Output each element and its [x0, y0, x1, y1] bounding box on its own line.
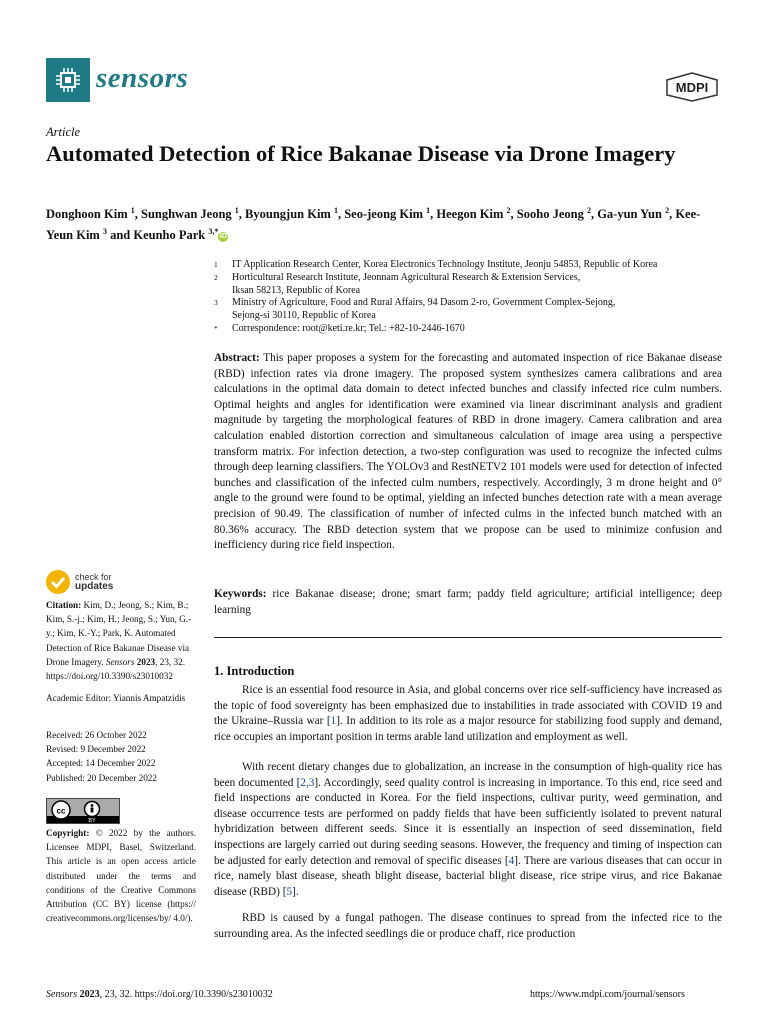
footer-citation: Sensors 2023, 23, 32. https://doi.org/10.3390/s23010032	[46, 989, 273, 1000]
author-name: Kee-Yeun Kim $^3$	[46, 207, 701, 243]
author-name: Sooho Jeong $^2$	[516, 206, 591, 222]
academic-editor: Academic Editor: Yiannis Ampatzidis	[46, 693, 186, 703]
citation-link[interactable]: 5	[286, 885, 293, 898]
abstract-label: Abstract:	[214, 352, 260, 364]
keywords-label: Keywords:	[214, 588, 267, 600]
cc-by-label: BY	[88, 818, 96, 823]
section-heading: 1. Introduction	[214, 664, 295, 678]
affiliation-3: 3 Ministry of Agriculture, Food and Rural Affairs, 94 Dasom 2-ro, Government Complex-Sejong, Sejong-si 30110, Republic of Korea	[214, 297, 616, 321]
author-name: Keunho Park $^{3,*}$	[133, 227, 219, 243]
correspondence: * Correspondence: root@keti.re.kr; Tel.: +82-10-2446-1670	[214, 323, 465, 334]
abstract	[214, 351, 722, 554]
article-title: Automated Detection of Rice Bakanae Disease via Drone Imagery	[46, 141, 676, 166]
cc-by-license-badge[interactable]	[46, 798, 120, 824]
author-name: Heegon Kim $^2$	[436, 206, 511, 222]
svg-text:cc: cc	[56, 806, 66, 816]
citation-link[interactable]: 4	[508, 854, 515, 867]
chip-icon	[53, 65, 83, 95]
intro-paragraph-2: With recent dietary changes due to globalization, an increase in the consumption of high-quality rice has been documented [2,3]. Accordingly, seed quality control is increasing in importance. To this end, rice seed and field inspections are conducted in Korea. For the field inspections, cultivar purity, weed germination, and disease occurrence tests are performed on paddy fields that have been sufficiently isolated to prevent natural hybridization between different seeds. Since it is essentially an inspection of seed dissemination, field inspections are largely carried out during seeding seasons. However, the frequency and timing of inspection can be adjusted for early detection and removal of specific diseases [4]. There are various diseases that can occur in rice, namely blast disease, sheath blight disease, bacterial blight disease, rice stripe virus, and rice Bakanae disease (RBD) [5].	[214, 761, 723, 898]
author-name: Sunghwan Jeong $^1$	[141, 206, 239, 222]
revised-date: Revised: 9 December 2022	[46, 744, 146, 755]
orcid-icon[interactable]: iD	[219, 233, 227, 241]
citation-link[interactable]: 2,3	[300, 776, 315, 789]
publication-dates	[46, 728, 157, 785]
check-for-updates-button[interactable]: check for updates	[46, 570, 113, 594]
affiliation-1: 1 IT Application Research Center, Korea Electronics Technology Institute, Jeonju 54853, Republic of Korea	[214, 259, 658, 270]
citation-doi[interactable]: https://doi.org/10.3390/s23010032	[46, 671, 173, 682]
journal-logo	[46, 58, 90, 102]
copyright-notice: Copyright: © 2022 by the authors. Licensee MDPI, Basel, Switzerland. This article is an open access article distributed under the terms and conditions of the Creative Commons Attribution (CC BY) license (https:// creativecommons.org/licenses/by/ 4.0/).	[46, 828, 196, 924]
abstract-text: This paper proposes a system for the forecasting and automated inspection of rice Bakanae disease (RBD) infection rates via drone imagery. The proposed system synthesizes camera calibrations and area calculations in the optimal data domain to detect infected bunches and classify infected rice culm numbers. Optimal heights and angles for identification were examined via linear discriminant analysis and gradient magnitude by targeting the morphological features of RBD in drone imagery. Camera calibration and area calculation enabled distortion correction and simultaneous calculation of image area using a perspective transform matrix. For infection detection, a two-step configuration was used to recognize the infected culms through deep learning classifiers. The YOLOv3 and RestNETV2 101 models were used for detection of infected bunches and classification of the infected culm numbers, respectively. Accordingly, 3 m drone height and 0° angle to the ground were found to be optimal, yielding an infected bunches detection rate with a mean average precision of 90.49. The classification of number of infected culms in the infected bunch matched with an 80.36% accuracy. The RBD detection system that we propose can be used to minimize confusion and inefficiency during rice field inspection.	[214, 352, 722, 552]
article-type: Article	[46, 125, 81, 139]
keywords-text: rice Bakanae disease; drone; smart farm; paddy field agriculture; artificial intelligence; deep learning	[214, 588, 723, 616]
author-name: Byoungjun Kim $^1$	[245, 206, 338, 222]
published-date: Published: 20 December 2022	[46, 772, 157, 783]
keywords	[214, 587, 722, 618]
check-updates-icon	[46, 570, 70, 594]
footer-journal-url[interactable]: https://www.mdpi.com/journal/sensors	[530, 989, 685, 1000]
intro-paragraph-1: Rice is an essential food resource in Asia, and global concerns over rice self-sufficiency have increased as the topic of food sovereignty has been emphasized due to instabilities in trade associated with COVID 19 and the Ukraine–Russia war [1]. In addition to its role as a major resource for stabilizing food supply and demand, rice occupies an important position in terms arable land utilization and employment as well.	[214, 684, 723, 743]
author-name: Seo-jeong Kim $^1$	[344, 206, 431, 222]
section-divider	[214, 637, 722, 638]
mdpi-logo	[666, 72, 718, 102]
author-name: Donghoon Kim $^1$	[46, 206, 135, 222]
publisher-name: MDPI	[675, 80, 709, 95]
journal-name: sensors	[96, 62, 189, 94]
citation-block: Citation: Kim, D.; Jeong, S.; Kim, B.; Kim, S.-j.; Kim, H.; Jeong, S.; Yun, G.-y.; Kim, K.-Y.; Park, K. Automated Detection of Rice Bakanae Disease via Drone Imagery. Sensors 2023, 23, 32. https://doi.org/10.3390/s23010032	[46, 600, 192, 682]
accepted-date: Accepted: 14 December 2022	[46, 758, 156, 769]
citation-link[interactable]: 1	[330, 715, 337, 728]
affiliation-2: 2 Horticultural Research Institute, Jeonnam Agricultural Research & Extension Services, Iksan 58213, Republic of Korea	[214, 272, 581, 296]
received-date: Received: 26 October 2022	[46, 730, 147, 740]
author-name: Ga-yun Yun $^2$	[597, 206, 670, 222]
author-list: Donghoon Kim $^1$, Sunghwan Jeong $^1$, Byoungjun Kim $^1$, Seo-jeong Kim $^1$, Heegon Kim $^2$, Sooho Jeong $^2$, Ga-yun Yun $^2$, Kee-Yeun Kim $^3$ and Keunho Park $^{3,*}$iD	[46, 206, 701, 243]
intro-paragraph-3: RBD is caused by a fungal pathogen. The disease continues to spread from the infected rice to the surrounding area. As the infected seedlings die or produce chaff, rice production	[214, 912, 722, 940]
